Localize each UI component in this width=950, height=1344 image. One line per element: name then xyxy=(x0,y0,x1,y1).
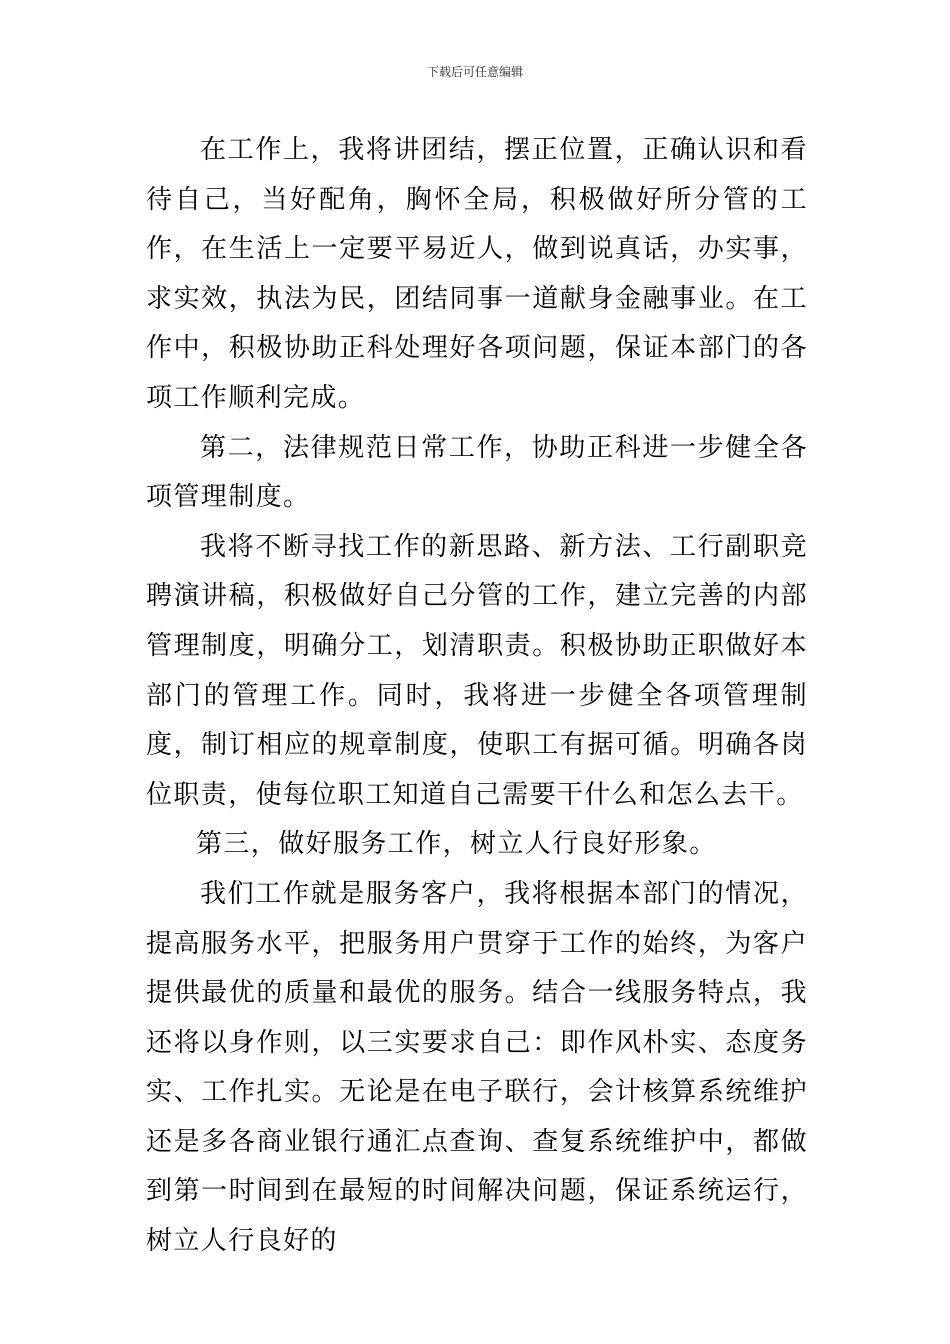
paragraph-point-three: 第三，做好服务工作，树立人行良好形象。 xyxy=(196,829,717,860)
paragraph-work-attitude: 在工作上，我将讲团结，摆正位置，正确认识和看待自己，当好配角，胸怀全局，积极做好所分管的工作，在生活上一定要平易近人，做到说真话，办实事，求实效，执法为民，团结同事一道献身金融事业。在工作中，积极协助正科处理好各项问题，保证本部门的各项工作顺利完成。 xyxy=(146,135,808,413)
document-body xyxy=(146,126,808,1267)
paragraph-management: 我将不断寻找工作的新思路、新方法、工行副职竞聘演讲稿，积极做好自己分管的工作，建立完善的内部管理制度，明确分工，划清职责。积极协助正职做好本部门的管理工作。同时，我将进一步健全各项管理制度，制订相应的规章制度，使职工有据可循。明确各岗位职责，使每位职工知道自己需要干什么和怎么去干。 xyxy=(146,531,808,810)
paragraph-point-two: 第二，法律规范日常工作，协助正科进一步健全各项管理制度。 xyxy=(146,432,808,513)
page-header: 下载后可任意编辑 xyxy=(426,65,523,79)
paragraph-service: 我们工作就是服务客户，我将根据本部门的情况，提高服务水平，把服务用户贯穿于工作的始终，为客户提供最优的质量和最优的服务。结合一线服务特点，我还将以身作则，以三实要求自己：即作风朴实、态度务实、工作扎实。无论是在电子联行，会计核算系统维护还是多各商业银行通汇点查询、查复系统维护中，都做到第一时间到在最短的时间解决问题，保证系统运行，树立人行良好的 xyxy=(146,878,808,1257)
